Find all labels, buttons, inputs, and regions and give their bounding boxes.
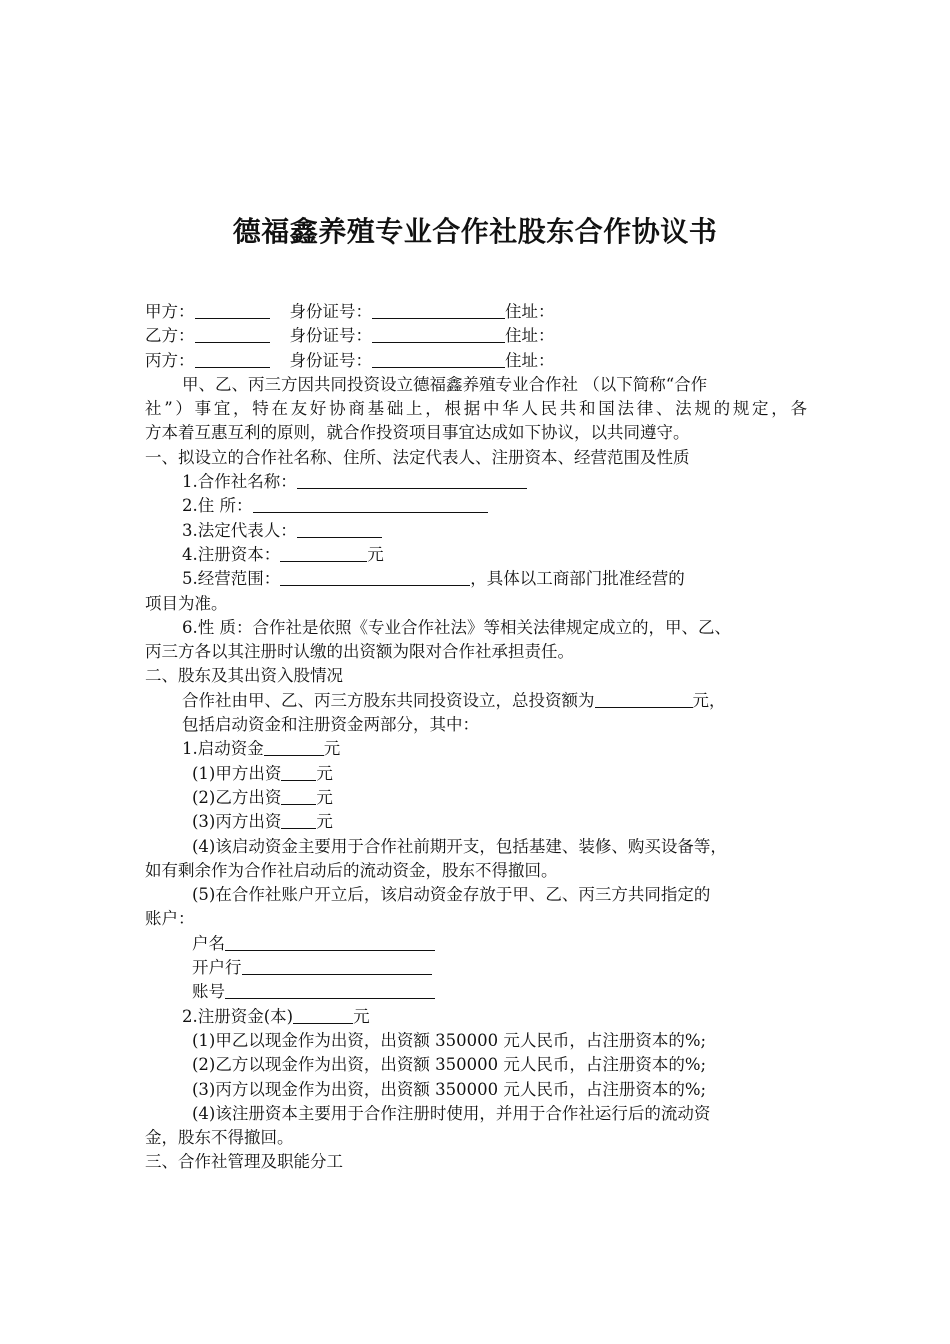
account-field: 户名 — [145, 932, 807, 956]
list-item: (5)在合作社账户开立后，该启动资金存放于甲、乙、丙三方共同指定的 — [192, 885, 711, 905]
list-item: 2.注册资金(本) 元 — [182, 1006, 370, 1026]
list-item: 3.法定代表人： — [145, 519, 807, 543]
list-item: 5.经营范围： ，具体以工商部门批准经营的 — [182, 569, 685, 589]
blank-field — [264, 739, 324, 756]
account-field: 开户行 — [145, 956, 807, 980]
list-item-cont: 丙三方各以其注册时认缴的出资额为限对合作社承担责任。 — [145, 642, 574, 662]
blank-field — [195, 351, 270, 368]
party-line: 丙方： 身份证号： 住址： — [145, 350, 555, 370]
blank-field — [195, 326, 270, 343]
paragraph: 合作社由甲、乙、丙三方股东共同投资设立，总投资额为 元， — [182, 690, 726, 710]
blank-field — [293, 1007, 353, 1024]
intro-text: 甲、乙、丙三方因共同投资设立德福鑫养殖专业合作社 （以下简称“合作 — [182, 374, 708, 394]
list-item: (2)乙方以现金作为出资，出资额 350000 元人民币，占注册资本的%; — [192, 1055, 707, 1075]
blank-field — [281, 812, 316, 829]
document-title: 德福鑫养殖专业合作社股东合作协议书 — [232, 215, 718, 248]
list-item: (2)乙方出资 元 — [192, 787, 333, 807]
blank-field — [297, 472, 527, 489]
blank-field — [595, 691, 693, 708]
blank-field — [281, 764, 316, 781]
blank-field — [225, 982, 435, 999]
blank-field — [195, 302, 270, 319]
party-line: 甲方： 身份证号： 住址： — [145, 302, 555, 321]
blank-field — [372, 326, 505, 343]
list-item: (1)甲方出资 元 — [192, 763, 333, 783]
list-item: (4)该启动资金主要用于合作社前期开支，包括基建、装修、购买设备等， — [192, 836, 727, 856]
intro-text: 方本着互惠互利的原则，就合作投资项目事宜达成如下协议，以共同遵守。 — [145, 423, 690, 443]
blank-field — [297, 521, 382, 538]
blank-field — [242, 958, 432, 975]
list-item-cont: 金，股东不得撤回。 — [145, 1128, 294, 1148]
list-item: 4.注册资本： 元 — [182, 544, 384, 564]
paragraph: 包括启动资金和注册资金两部分，其中： — [182, 715, 479, 735]
list-item: (4)该注册资本主要用于合作注册时使用，并用于合作社运行后的流动资 — [192, 1103, 711, 1123]
list-item: (1)甲乙以现金作为出资，出资额 350000 元人民币，占注册资本的%; — [192, 1030, 707, 1050]
section-heading: 三、合作社管理及职能分工 — [145, 1152, 343, 1172]
blank-field — [372, 351, 505, 368]
section-heading: 二、股东及其出资入股情况 — [145, 666, 343, 686]
list-item-cont: 账户： — [145, 909, 195, 929]
blank-field — [281, 788, 316, 805]
party-line: 乙方： 身份证号： 住址： — [145, 326, 555, 346]
list-item-cont: 项目为准。 — [145, 593, 228, 613]
list-item: 6.性 质：合作社是依照《专业合作社法》等相关法律规定成立的，甲、乙、 — [182, 617, 731, 637]
list-item-cont: 如有剩余作为合作社启动后的流动资金，股东不得撤回。 — [145, 860, 558, 880]
account-field: 账号 — [145, 980, 807, 1004]
blank-field — [372, 302, 505, 319]
blank-field — [253, 496, 488, 513]
list-item: (3)丙方出资 元 — [192, 812, 333, 832]
blank-field — [225, 934, 435, 951]
intro-text: 社”）事宜，特在友好协商基础上，根据中华人民共和国法律、法规的规定，各 — [145, 399, 807, 419]
list-item: (3)丙方以现金作为出资，出资额 350000 元人民币，占注册资本的%; — [192, 1079, 707, 1099]
document-body — [145, 300, 807, 1175]
section-heading: 一、拟设立的合作社名称、住所、法定代表人、注册资本、经营范围及性质 — [145, 447, 690, 467]
blank-field — [280, 569, 470, 586]
blank-field — [280, 545, 367, 562]
list-item: 1.启动资金 元 — [182, 739, 341, 759]
list-item: 2.住 所： — [145, 494, 807, 518]
list-item: 1.合作社名称： — [145, 470, 807, 494]
